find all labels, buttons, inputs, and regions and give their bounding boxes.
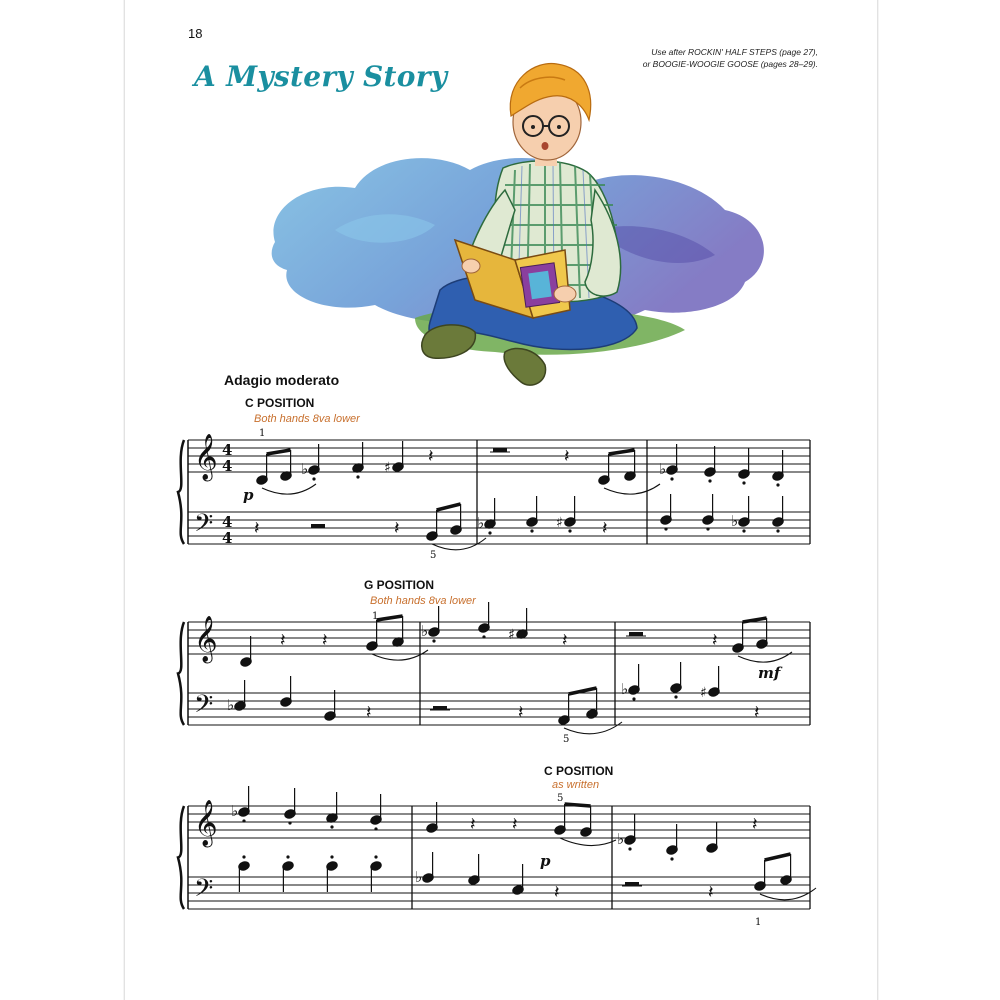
quarter-rest: 𝄽 [470,814,476,835]
slur [564,722,622,734]
slur [760,888,816,900]
system-3-finger-top: 5 [557,793,564,804]
quarter-rest: 𝄽 [322,630,328,651]
quarter-rest: 𝄽 [428,446,434,467]
flat-sign: ♭ [421,622,429,640]
quarter-rest: 𝄽 [564,446,570,467]
slur [262,484,316,494]
flat-sign: ♭ [621,680,629,698]
half-rest [433,706,447,710]
flat-sign: ♭ [617,830,625,848]
staccato-dot [670,857,673,860]
staccato-dot [312,477,315,480]
treble-clef-icon: 𝄞 [194,616,218,662]
sharp-sign: ♯ [384,460,391,476]
staccato-dot [708,479,711,482]
treble-clef-icon: 𝄞 [194,800,218,846]
staccato-dot [706,527,709,530]
beam [609,450,635,454]
quarter-rest: 𝄽 [602,518,608,539]
system-2-finger-top: 1 [372,611,379,622]
brace [178,440,184,544]
staccato-dot [330,855,333,858]
quarter-rest: 𝄽 [366,702,372,723]
dynamic-piano-2: p [540,852,551,870]
quarter-rest: 𝄽 [280,630,286,651]
quarter-rest: 𝄽 [708,882,714,903]
system-3-position: C POSITION [544,764,614,778]
quarter-rest: 𝄽 [394,518,400,539]
beam [377,616,403,620]
flat-sign: ♭ [227,696,235,714]
flat-sign: ♭ [731,512,739,530]
time-signature: 4 [222,441,233,459]
system-2-finger-bottom: 5 [563,734,570,745]
page-title: A Mystery Story [194,60,448,93]
bass-clef-icon: 𝄢 [194,509,214,544]
beam [437,504,461,510]
time-signature: 4 [222,529,233,547]
brace [178,622,184,725]
bass-clef-icon: 𝄢 [194,690,214,725]
dynamic-mezzo-forte: mf [758,664,781,682]
system-1-finger-bottom: 5 [430,550,437,561]
flat-sign: ♭ [415,868,423,886]
slur [604,484,660,494]
staccato-dot [742,481,745,484]
staccato-dot [664,527,667,530]
beam [743,618,767,622]
quarter-rest: 𝄽 [254,518,260,539]
beam [565,804,591,806]
sharp-sign: ♯ [508,627,515,643]
treble-clef-icon: 𝄞 [194,434,218,480]
sharp-sign: ♯ [556,515,563,531]
staccato-dot [330,825,333,828]
half-rest [629,632,643,636]
staccato-dot [632,697,635,700]
quarter-rest: 𝄽 [562,630,568,651]
staccato-dot [628,847,631,850]
quarter-rest: 𝄽 [512,814,518,835]
staccato-dot [242,819,245,822]
bass-clef-icon: 𝄢 [194,874,214,909]
system-2-position: G POSITION [364,578,435,592]
half-rest [625,882,639,886]
staccato-dot [242,855,245,858]
half-rest [311,524,325,528]
staccato-dot [432,639,435,642]
flat-sign: ♭ [659,460,667,478]
system-2-instruction: Both hands 8va lower [370,595,476,607]
staccato-dot [374,827,377,830]
staccato-dot [482,635,485,638]
half-rest [493,448,507,452]
usage-note-line-2: or BOOGIE-WOOGIE GOOSE (pages 28–29). [642,59,818,69]
page-number: 18 [188,26,203,41]
staccato-dot [356,475,359,478]
system-1-position: C POSITION [245,396,315,410]
beam [267,450,291,454]
brace [178,806,184,909]
flat-sign: ♭ [231,802,239,820]
staccato-dot [674,695,677,698]
sharp-sign: ♯ [700,685,707,701]
quarter-rest: 𝄽 [554,882,560,903]
time-signature: 4 [222,457,233,475]
staccato-dot [776,529,779,532]
time-signature: 4 [222,513,233,531]
staccato-dot [530,529,533,532]
flat-sign: ♭ [301,460,309,478]
quarter-rest: 𝄽 [712,630,718,651]
dynamic-piano-1: p [243,486,254,504]
system-1-instruction: Both hands 8va lower [254,413,360,425]
quarter-rest: 𝄽 [518,702,524,723]
quarter-rest: 𝄽 [754,702,760,723]
system-1-finger-top: 1 [259,428,266,439]
staccato-dot [374,855,377,858]
staccato-dot [286,855,289,858]
flat-sign: ♭ [477,514,485,532]
staccato-dot [670,477,673,480]
tempo-marking: Adagio moderato [224,372,340,388]
staccato-dot [568,529,571,532]
staccato-dot [488,531,491,534]
system-3-finger-bottom: 1 [755,917,762,928]
beam [765,854,791,860]
staccato-dot [742,529,745,532]
usage-note-line-1: Use after ROCKIN' HALF STEPS (page 27), [651,47,818,57]
slur [560,838,616,846]
quarter-rest: 𝄽 [752,814,758,835]
staccato-dot [288,821,291,824]
staccato-dot [776,483,779,486]
system-3-instruction: as written [552,779,600,791]
